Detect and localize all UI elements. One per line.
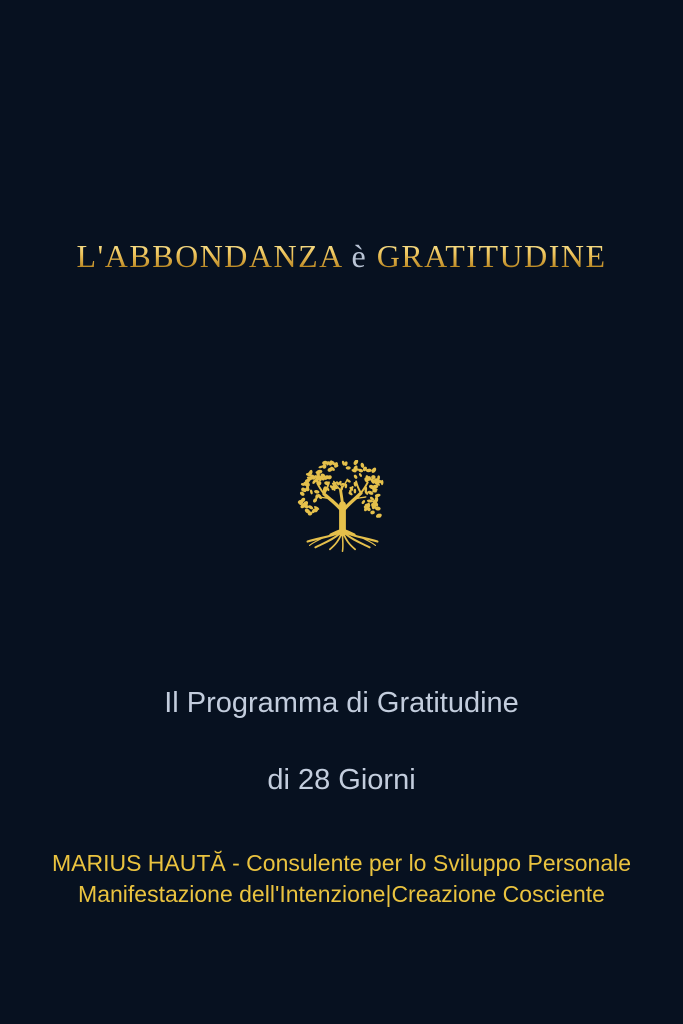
author-line-2: Manifestazione dell'Intenzione|Creazione Cosciente (78, 881, 605, 907)
subtitle-line-1: Il Programma di Gratitudine (164, 687, 519, 719)
tree-of-life-icon (294, 460, 391, 561)
title-part-1: L'ABBONDANZA (76, 238, 343, 274)
subtitle-line-2: di 28 Giorni (267, 764, 416, 796)
author-line-1: MARIUS HAUTĂ - Consulente per lo Sviluppo Personale (51, 850, 632, 876)
title-part-2: GRATITUDINE (376, 238, 607, 274)
page-title (0, 236, 683, 276)
title-accent: è (351, 238, 368, 274)
author-block (0, 848, 683, 910)
